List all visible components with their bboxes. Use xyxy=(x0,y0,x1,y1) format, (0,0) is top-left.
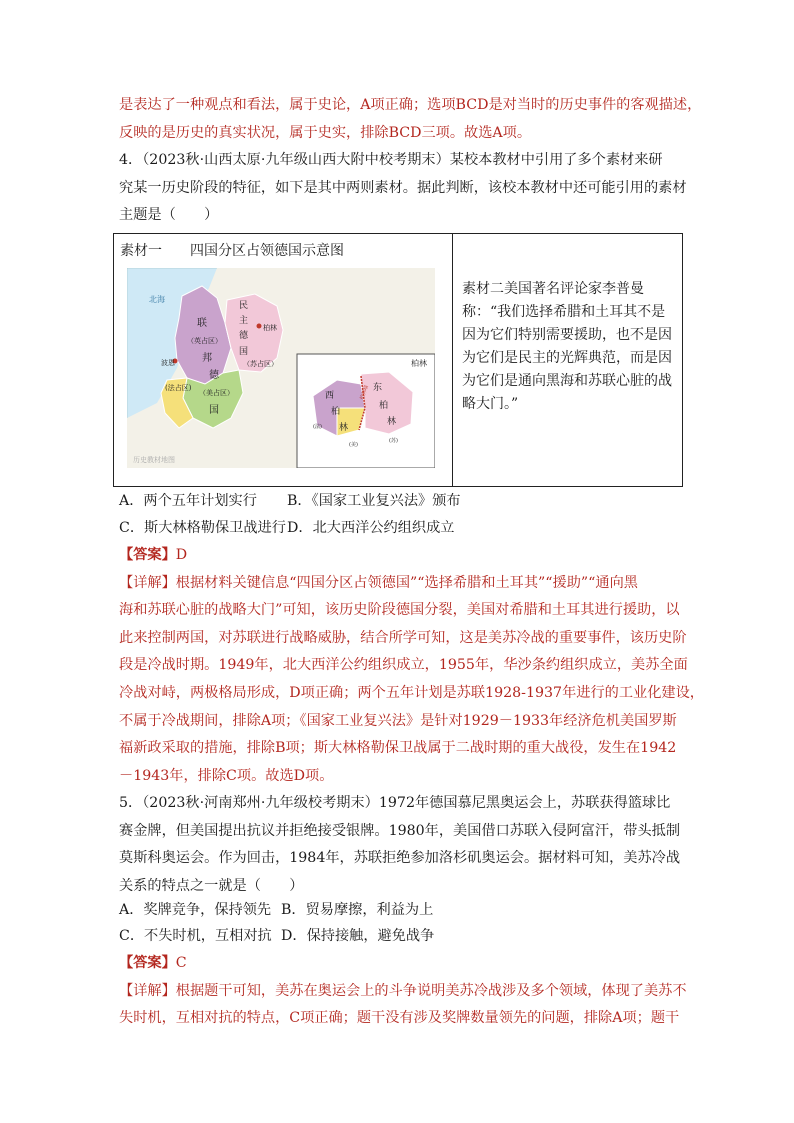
su-small-label: (苏) xyxy=(389,438,398,444)
berlin-label: 柏林 xyxy=(263,324,277,332)
material-one-title: 素材一 四国分区占领德国示意图 xyxy=(120,243,344,259)
su-zone-label: （苏占区） xyxy=(243,360,278,368)
q5-stem-block xyxy=(119,790,679,900)
q4-stem-line: 究某一历史阶段的特征，如下是其中两则素材。据此判断，该校本教材中还可能引用的素材 xyxy=(119,179,687,196)
east-char: 德 xyxy=(239,331,249,341)
germany-occupation-map xyxy=(127,268,435,468)
us-zone-label: （美占区） xyxy=(199,389,234,397)
analysis-line: 反映的是历史的真实状况，属于史实，排除BCD三项。故选A项。 xyxy=(119,124,532,141)
q5-option-a: A．奖牌竞争，保持领先 xyxy=(119,902,272,918)
q5-answer xyxy=(119,950,679,978)
q4-option-b: B．《国家工业复兴法》颁布 xyxy=(287,493,461,509)
q4-stem-line: 4．（2023秋·山西太原·九年级山西大附中校考期末）某校本教材中引用了多个素材来研 xyxy=(119,152,663,169)
east-char: 民 xyxy=(239,301,249,311)
west-char: 西 xyxy=(325,391,335,401)
west-char: 柏 xyxy=(331,407,341,417)
fed-char: 联 xyxy=(197,318,207,329)
answer-label: 【答案】 xyxy=(119,955,176,971)
east-berlin-char: 柏 xyxy=(379,401,389,411)
q4-option-c: C．斯大林格勒保卫战进行 xyxy=(119,520,286,536)
de-char: 国 xyxy=(209,405,219,416)
berlin-marker xyxy=(257,324,262,329)
q4-detail-line: 福新政采取的措施，排除B项；斯大林格勒保卫战属于二战时期的重大战役，发生在1942 xyxy=(119,740,677,757)
east-char: 国 xyxy=(239,347,249,357)
answer-label: 【答案】 xyxy=(119,547,176,563)
q4-answer xyxy=(119,542,679,570)
q4-detail-line: 【详解】根据材料关键信息“四国分区占领德国”“选择希腊和土耳其”“援助”“通向黑 xyxy=(119,574,638,591)
west-char: 林 xyxy=(339,423,349,433)
analysis-line: 是表达了一种观点和看法，属于史论，A项正确；选项BCD是对当时的历史事件的客观描述， xyxy=(119,97,702,113)
us-small-label: (美) xyxy=(349,442,358,448)
top-block xyxy=(119,92,702,230)
east-char: 主 xyxy=(239,316,249,326)
wall-label: 柏林墙 xyxy=(359,384,371,401)
q5-detail-line: 【详解】根据题干可知，美苏在奥运会上的斗争说明美苏冷战涉及多个领域，体现了美苏不 xyxy=(119,982,687,999)
q5-option-d: D．保持接触，避免战争 xyxy=(281,928,435,944)
q4-answer-block xyxy=(119,542,704,790)
q5-stem-line: 赛金牌，但美国提出抗议并拒绝接受银牌。1980年，美国借口苏联入侵阿富汗，带头抵制 xyxy=(119,822,681,839)
east-berlin-char: 林 xyxy=(387,417,397,427)
q4-detail-line: 海和苏联心脏的战略大门”可知，该历史阶段德国分裂，美国对希腊和土耳其进行援助，以 xyxy=(119,602,680,619)
east-berlin-char: 东 xyxy=(373,383,383,393)
answer-value: D xyxy=(175,547,188,563)
q5-stem-line: 莫斯科奥运会。作为回击，1984年，苏联拒绝参加洛杉矶奥运会。据材料可知，美苏冷战 xyxy=(119,850,681,867)
q5-answer-block xyxy=(119,950,687,1033)
fr-zone-label: (法占区) xyxy=(165,384,192,392)
answer-value: C xyxy=(175,955,187,971)
bonn-label: 波恩 xyxy=(161,359,175,367)
q4-option-a: A．两个五年计划实行 xyxy=(119,493,257,509)
fr-small-label: (法) xyxy=(313,424,322,430)
uk-zone-label: （英占区） xyxy=(187,337,222,345)
q4-option-d: D．北大西洋公约组织成立 xyxy=(287,520,455,536)
fed-char: 邦 xyxy=(202,353,212,364)
material-one-cell xyxy=(114,234,453,486)
q5-stem-line: 关系的特点之一就是（ ） xyxy=(119,877,304,894)
map-watermark: 历史教材地图 xyxy=(133,456,175,464)
q4-detail-line: －1943年，排除C项。故选D项。 xyxy=(119,767,334,784)
material-two-text: 素材二美国著名评论家李普曼称：“我们选择希腊和土耳其不是因为它们特别需要援助，也不是因为它们是民主的光辉典范，而是因为它们是通向黑海和苏联心脏的战略大门。” xyxy=(462,281,672,412)
q4-detail-line: 此来控制两国，对苏联进行战略威胁，结合所学可知，这是美苏冷战的重要事件，该历史阶 xyxy=(119,629,687,646)
q4-detail-line: 冷战对峙，两极格局形成，D项正确；两个五年计划是苏联1928-1937年进行的工业化建设， xyxy=(119,684,704,701)
de-char: 德 xyxy=(209,370,219,381)
q5-detail-line: 失时机，互相对抗的特点，C项正确；题干没有涉及奖牌数量领先的问题，排除A项；题干 xyxy=(119,1010,680,1027)
q5-option-b: B．贸易摩擦，利益为上 xyxy=(281,902,434,918)
material-table xyxy=(113,233,683,487)
q5-stem-line: 5．（2023秋·河南郑州·九年级校考期末）1972年德国慕尼黑奥运会上，苏联获得篮球比 xyxy=(119,795,671,811)
q4-detail-line: 段是冷战时期。1949年，北大西洋公约组织成立，1955年，华沙条约组织成立，美苏全面 xyxy=(119,657,688,674)
sea-label: 北海 xyxy=(149,295,165,304)
inset-title: 柏林 xyxy=(411,359,427,368)
q4-detail-line: 不属于冷战期间，排除A项；《国家工业复兴法》是针对1929－1933年经济危机美国罗斯 xyxy=(119,712,677,729)
q5-option-c: C．不失时机，互相对抗 xyxy=(119,928,272,944)
q4-stem-line: 主题是（ ） xyxy=(119,207,219,224)
